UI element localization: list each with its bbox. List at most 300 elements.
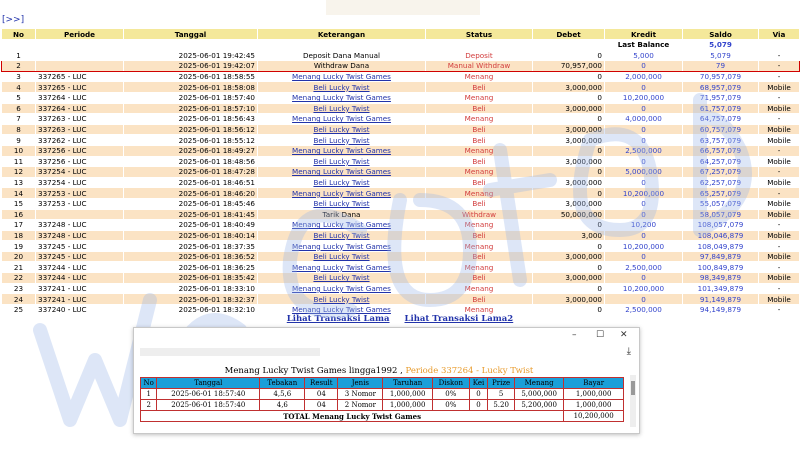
row-via: Mobile — [759, 209, 800, 220]
row-via: Mobile — [759, 273, 800, 284]
row-via: Mobile — [759, 124, 800, 135]
row-no: 6 — [2, 103, 36, 114]
column-header: Periode — [36, 29, 124, 40]
detail-cell: 4,6 — [260, 400, 305, 411]
row-no: 20 — [2, 251, 36, 262]
table-row — [2, 167, 800, 178]
row-kredit: 4,000,000 — [605, 114, 683, 125]
row-keterangan[interactable]: Menang Lucky Twist Games — [258, 241, 426, 252]
row-periode: 337264 - LUC — [36, 103, 124, 114]
row-debet: 0 — [533, 241, 605, 252]
row-no: 5 — [2, 92, 36, 103]
row-no: 1 — [2, 50, 36, 61]
total-value: 10,200,000 — [564, 411, 624, 422]
row-keterangan[interactable]: Menang Lucky Twist Games — [258, 145, 426, 156]
row-tanggal: 2025-06-01 19:42:45 — [124, 50, 258, 61]
row-status: Beli — [426, 273, 533, 284]
row-kredit: 5,000 — [605, 50, 683, 61]
minimize-icon[interactable]: – — [572, 330, 577, 340]
detail-row — [141, 389, 624, 400]
row-saldo: 67,257,079 — [683, 167, 759, 178]
detail-cell: 1 — [141, 389, 157, 400]
row-status: Menang — [426, 283, 533, 294]
row-no: 25 — [2, 304, 36, 315]
row-status: Beli — [426, 135, 533, 146]
row-kredit: 0 — [605, 273, 683, 284]
old-transactions-link-2[interactable]: Lihat Transaksi Lama2 — [404, 314, 514, 324]
row-via: Mobile — [759, 135, 800, 146]
detail-column-header: Jenis — [338, 378, 383, 389]
table-row — [2, 230, 800, 241]
row-periode: 337263 - LUC — [36, 114, 124, 125]
row-status: Beli — [426, 124, 533, 135]
detail-column-header: Result — [305, 378, 338, 389]
row-via: Mobile — [759, 177, 800, 188]
column-header: Status — [426, 29, 533, 40]
column-header: Tanggal — [124, 29, 258, 40]
row-saldo: 68,957,079 — [683, 82, 759, 93]
row-via: - — [759, 188, 800, 199]
row-status: Deposit — [426, 50, 533, 61]
column-header: Keterangan — [258, 29, 426, 40]
table-row — [2, 209, 800, 220]
row-periode: 337253 - LUC — [36, 198, 124, 209]
row-via: - — [759, 50, 800, 61]
row-saldo: 66,757,079 — [683, 145, 759, 156]
table-row — [2, 103, 800, 114]
row-via: Mobile — [759, 156, 800, 167]
row-no: 15 — [2, 198, 36, 209]
row-status: Menang — [426, 220, 533, 231]
row-status: Beli — [426, 82, 533, 93]
row-no: 8 — [2, 124, 36, 135]
row-debet: 0 — [533, 114, 605, 125]
row-status: Withdraw — [426, 209, 533, 220]
row-periode: 337241 - LUC — [36, 294, 124, 305]
row-periode: 337253 - LUC — [36, 188, 124, 199]
row-periode: 337245 - LUC — [36, 241, 124, 252]
table-row — [2, 82, 800, 93]
row-tanggal: 2025-06-01 18:36:52 — [124, 251, 258, 262]
row-debet: 3,000,000 — [533, 103, 605, 114]
popup-title-main: Menang Lucky Twist Games lingga1992 , — [224, 366, 403, 376]
row-kredit: 2,500,000 — [605, 145, 683, 156]
row-keterangan[interactable]: Beli Lucky Twist — [258, 198, 426, 209]
row-saldo: 101,349,879 — [683, 283, 759, 294]
row-kredit: 2,000,000 — [605, 71, 683, 82]
row-kredit: 10,200 — [605, 220, 683, 231]
row-no: 2 — [2, 61, 36, 72]
row-periode: 337265 - LUC — [36, 82, 124, 93]
next-page-link[interactable]: [>>] — [2, 15, 25, 25]
table-row — [2, 145, 800, 156]
row-debet: 3,000 — [533, 230, 605, 241]
row-debet: 0 — [533, 188, 605, 199]
row-tanggal: 2025-06-01 18:40:49 — [124, 220, 258, 231]
detail-cell: 0 — [469, 389, 487, 400]
row-kredit: 0 — [605, 198, 683, 209]
detail-column-header: Kei — [469, 378, 487, 389]
row-via: Mobile — [759, 230, 800, 241]
row-keterangan[interactable]: Menang Lucky Twist Games — [258, 283, 426, 294]
detail-cell: 1,000,000 — [383, 389, 432, 400]
row-no: 24 — [2, 294, 36, 305]
row-debet: 3,000,000 — [533, 294, 605, 305]
row-keterangan: Withdraw Dana — [258, 61, 426, 72]
row-kredit: 2,500,000 — [605, 262, 683, 273]
row-saldo: 94,149,879 — [683, 304, 759, 315]
row-no: 3 — [2, 71, 36, 82]
row-via: - — [759, 71, 800, 82]
row-tanggal: 2025-06-01 18:41:45 — [124, 209, 258, 220]
table-row — [2, 71, 800, 82]
detail-column-header: Prize — [488, 378, 515, 389]
row-status: Menang — [426, 188, 533, 199]
table-row — [2, 262, 800, 273]
table-row — [2, 188, 800, 199]
row-debet: 0 — [533, 71, 605, 82]
row-kredit: 2,500,000 — [605, 304, 683, 315]
row-status: Menang — [426, 241, 533, 252]
column-header: Via — [759, 29, 800, 40]
detail-cell: 04 — [305, 389, 338, 400]
row-tanggal: 2025-06-01 18:46:20 — [124, 188, 258, 199]
row-kredit: 10,200,000 — [605, 241, 683, 252]
row-saldo: 63,757,079 — [683, 135, 759, 146]
last-balance-label: Last Balance — [605, 40, 683, 51]
win-detail-table — [140, 377, 624, 422]
detail-cell: 0% — [432, 400, 469, 411]
row-periode: 337244 - LUC — [36, 262, 124, 273]
row-status: Menang — [426, 304, 533, 315]
detail-cell: 2 Nomor — [338, 400, 383, 411]
row-tanggal: 2025-06-01 18:57:40 — [124, 92, 258, 103]
detail-column-header: No — [141, 378, 157, 389]
column-header: Kredit — [605, 29, 683, 40]
popup-scrollbar[interactable] — [630, 375, 636, 427]
row-kredit: 0 — [605, 251, 683, 262]
row-tanggal: 2025-06-01 18:49:27 — [124, 145, 258, 156]
row-via: - — [759, 241, 800, 252]
row-keterangan[interactable]: Beli Lucky Twist — [258, 135, 426, 146]
row-saldo: 58,057,079 — [683, 209, 759, 220]
row-keterangan: Deposit Dana Manual — [258, 50, 426, 61]
row-saldo: 97,849,879 — [683, 251, 759, 262]
row-no: 9 — [2, 135, 36, 146]
row-via: Mobile — [759, 251, 800, 262]
row-kredit: 0 — [605, 61, 683, 72]
detail-header-row — [141, 378, 624, 389]
table-row — [2, 124, 800, 135]
row-periode: 337248 - LUC — [36, 230, 124, 241]
row-periode — [36, 61, 124, 72]
row-no: 18 — [2, 230, 36, 241]
table-row — [2, 114, 800, 125]
row-via: - — [759, 283, 800, 294]
row-status: Menang — [426, 92, 533, 103]
row-status: Beli — [426, 294, 533, 305]
row-periode: 337241 - LUC — [36, 283, 124, 294]
row-via: - — [759, 167, 800, 178]
popup-title-periode: Periode 337264 - Lucky Twist — [405, 366, 534, 376]
row-keterangan[interactable]: Beli Lucky Twist — [258, 251, 426, 262]
column-header: No — [2, 29, 36, 40]
row-via: Mobile — [759, 294, 800, 305]
detail-column-header: Diskon — [432, 378, 469, 389]
row-status: Beli — [426, 103, 533, 114]
row-keterangan[interactable]: Beli Lucky Twist — [258, 124, 426, 135]
last-balance-row — [2, 40, 800, 51]
row-periode: 337244 - LUC — [36, 273, 124, 284]
row-debet: 0 — [533, 145, 605, 156]
row-keterangan[interactable]: Menang Lucky Twist Games — [258, 188, 426, 199]
row-tanggal: 2025-06-01 18:46:51 — [124, 177, 258, 188]
row-saldo: 108,049,879 — [683, 241, 759, 252]
row-no: 11 — [2, 156, 36, 167]
row-kredit: 0 — [605, 156, 683, 167]
row-kredit: 10,200,000 — [605, 283, 683, 294]
scrollbar-thumb[interactable] — [631, 381, 635, 395]
close-icon[interactable]: ✕ — [620, 330, 628, 340]
table-header-row — [2, 29, 800, 40]
row-kredit: 0 — [605, 177, 683, 188]
detail-column-header: Menang — [514, 378, 563, 389]
row-kredit: 0 — [605, 209, 683, 220]
row-saldo: 64,757,079 — [683, 114, 759, 125]
top-header-box — [326, 0, 480, 15]
row-no: 10 — [2, 145, 36, 156]
row-no: 14 — [2, 188, 36, 199]
row-keterangan[interactable]: Beli Lucky Twist — [258, 156, 426, 167]
column-header: Debet — [533, 29, 605, 40]
row-keterangan[interactable]: Menang Lucky Twist Games — [258, 71, 426, 82]
row-saldo: 100,849,879 — [683, 262, 759, 273]
row-keterangan[interactable]: Menang Lucky Twist Games — [258, 262, 426, 273]
row-keterangan[interactable]: Beli Lucky Twist — [258, 294, 426, 305]
row-debet: 3,000,000 — [533, 135, 605, 146]
popup-address-bar — [140, 348, 320, 356]
row-keterangan[interactable]: Menang Lucky Twist Games — [258, 304, 426, 315]
row-saldo: 60,757,079 — [683, 124, 759, 135]
row-debet: 3,000,000 — [533, 198, 605, 209]
row-no: 13 — [2, 177, 36, 188]
row-kredit: 0 — [605, 135, 683, 146]
row-saldo: 79 — [683, 61, 759, 72]
row-kredit: 5,000,000 — [605, 167, 683, 178]
row-kredit: 0 — [605, 103, 683, 114]
row-tanggal: 2025-06-01 18:56:12 — [124, 124, 258, 135]
row-saldo: 108,046,879 — [683, 230, 759, 241]
row-debet: 0 — [533, 220, 605, 231]
row-saldo: 70,957,079 — [683, 71, 759, 82]
row-status: Beli — [426, 156, 533, 167]
row-periode: 337263 - LUC — [36, 124, 124, 135]
row-debet: 50,000,000 — [533, 209, 605, 220]
row-saldo: 5,079 — [683, 50, 759, 61]
row-periode: 337265 - LUC — [36, 71, 124, 82]
detail-cell: 2025-06-01 18:57:40 — [157, 400, 260, 411]
row-debet: 0 — [533, 92, 605, 103]
row-via: Mobile — [759, 103, 800, 114]
row-debet: 3,000,000 — [533, 177, 605, 188]
detail-cell: 3 Nomor — [338, 389, 383, 400]
row-debet: 3,000,000 — [533, 273, 605, 284]
row-saldo: 64,257,079 — [683, 156, 759, 167]
row-keterangan[interactable]: Beli Lucky Twist — [258, 230, 426, 241]
row-periode — [36, 209, 124, 220]
row-via: - — [759, 145, 800, 156]
row-debet: 0 — [533, 50, 605, 61]
row-via: Mobile — [759, 198, 800, 209]
row-periode: 337256 - LUC — [36, 145, 124, 156]
table-row — [2, 92, 800, 103]
row-keterangan[interactable]: Beli Lucky Twist — [258, 273, 426, 284]
row-keterangan[interactable]: Beli Lucky Twist — [258, 177, 426, 188]
row-status: Beli — [426, 198, 533, 209]
row-kredit: 0 — [605, 124, 683, 135]
row-no: 21 — [2, 262, 36, 273]
row-tanggal: 2025-06-01 18:40:14 — [124, 230, 258, 241]
detail-row — [141, 400, 624, 411]
row-kredit: 0 — [605, 294, 683, 305]
row-via: - — [759, 61, 800, 72]
row-tanggal: 2025-06-01 18:57:10 — [124, 103, 258, 114]
detail-cell: 5 — [488, 389, 515, 400]
row-tanggal: 2025-06-01 18:36:25 — [124, 262, 258, 273]
row-periode: 337256 - LUC — [36, 156, 124, 167]
row-saldo: 98,349,879 — [683, 273, 759, 284]
table-row — [2, 198, 800, 209]
row-saldo: 62,257,079 — [683, 177, 759, 188]
row-status: Manual Withdraw — [426, 61, 533, 72]
detail-cell: 0% — [432, 389, 469, 400]
row-keterangan: Tarik Dana — [258, 209, 426, 220]
detail-column-header: Tebakan — [260, 378, 305, 389]
row-tanggal: 2025-06-01 18:55:12 — [124, 135, 258, 146]
row-saldo: 108,057,079 — [683, 220, 759, 231]
row-tanggal: 2025-06-01 18:37:35 — [124, 241, 258, 252]
row-periode: 337240 - LUC — [36, 304, 124, 315]
row-tanggal: 2025-06-01 18:56:43 — [124, 114, 258, 125]
row-saldo: 91,149,879 — [683, 294, 759, 305]
row-debet: 3,000,000 — [533, 156, 605, 167]
row-keterangan[interactable]: Beli Lucky Twist — [258, 103, 426, 114]
row-tanggal: 2025-06-01 18:45:46 — [124, 198, 258, 209]
row-debet: 70,957,000 — [533, 61, 605, 72]
row-kredit: 10,200,000 — [605, 188, 683, 199]
row-kredit: 0 — [605, 82, 683, 93]
row-periode: 337264 - LUC — [36, 92, 124, 103]
row-via: - — [759, 304, 800, 315]
row-saldo: 61,757,079 — [683, 103, 759, 114]
table-row — [2, 241, 800, 252]
row-periode: 337245 - LUC — [36, 251, 124, 262]
row-status: Menang — [426, 262, 533, 273]
detail-column-header: Tanggal — [157, 378, 260, 389]
footer-links — [0, 314, 800, 324]
detail-total-row — [141, 411, 624, 422]
row-via: - — [759, 92, 800, 103]
row-no: 7 — [2, 114, 36, 125]
detail-cell: 2025-06-01 18:57:40 — [157, 389, 260, 400]
row-periode — [36, 50, 124, 61]
row-no: 23 — [2, 283, 36, 294]
row-via: - — [759, 262, 800, 273]
table-row — [2, 220, 800, 231]
row-saldo: 71,957,079 — [683, 92, 759, 103]
row-status: Beli — [426, 230, 533, 241]
row-keterangan[interactable]: Beli Lucky Twist — [258, 82, 426, 93]
row-tanggal: 2025-06-01 19:42:07 — [124, 61, 258, 72]
download-icon[interactable]: ⤓ — [626, 346, 631, 357]
row-tanggal: 2025-06-01 18:48:56 — [124, 156, 258, 167]
row-periode: 337254 - LUC — [36, 167, 124, 178]
table-row — [2, 273, 800, 284]
detail-cell: 1,000,000 — [564, 400, 624, 411]
row-saldo: 55,057,079 — [683, 198, 759, 209]
row-debet: 3,000,000 — [533, 124, 605, 135]
table-row — [2, 61, 800, 72]
row-via: - — [759, 114, 800, 125]
popup-title — [134, 366, 624, 376]
row-tanggal: 2025-06-01 18:32:10 — [124, 304, 258, 315]
maximize-icon[interactable]: ☐ — [596, 330, 605, 340]
row-periode: 337248 - LUC — [36, 220, 124, 231]
table-row — [2, 156, 800, 167]
detail-cell: 0 — [469, 400, 487, 411]
detail-column-header: Taruhan — [383, 378, 432, 389]
popup-titlebar — [134, 328, 639, 344]
row-tanggal: 2025-06-01 18:47:28 — [124, 167, 258, 178]
detail-column-header: Bayar — [564, 378, 624, 389]
table-row — [2, 177, 800, 188]
row-status: Beli — [426, 251, 533, 262]
table-row — [2, 294, 800, 305]
row-status: Menang — [426, 114, 533, 125]
total-label: TOTAL Menang Lucky Twist Games — [141, 411, 564, 422]
detail-cell: 2 — [141, 400, 157, 411]
detail-cell: 1,000,000 — [564, 389, 624, 400]
row-kredit: 10,200,000 — [605, 92, 683, 103]
row-debet: 3,000,000 — [533, 82, 605, 93]
row-no: 16 — [2, 209, 36, 220]
win-details-popup — [133, 327, 640, 434]
row-debet: 3,000,000 — [533, 251, 605, 262]
row-keterangan[interactable]: Menang Lucky Twist Games — [258, 167, 426, 178]
old-transactions-link[interactable]: Lihat Transaksi Lama — [286, 314, 390, 324]
row-status: Menang — [426, 145, 533, 156]
detail-cell: 5,000,000 — [514, 389, 563, 400]
detail-cell: 4,5,6 — [260, 389, 305, 400]
row-no: 22 — [2, 273, 36, 284]
table-row — [2, 251, 800, 262]
row-debet: 0 — [533, 262, 605, 273]
row-keterangan[interactable]: Menang Lucky Twist Games — [258, 92, 426, 103]
column-header: Saldo — [683, 29, 759, 40]
row-keterangan[interactable]: Menang Lucky Twist Games — [258, 220, 426, 231]
row-tanggal: 2025-06-01 18:58:08 — [124, 82, 258, 93]
detail-cell: 04 — [305, 400, 338, 411]
table-row — [2, 135, 800, 146]
row-via: Mobile — [759, 82, 800, 93]
row-debet: 0 — [533, 304, 605, 315]
table-row — [2, 283, 800, 294]
detail-cell: 5,200,000 — [514, 400, 563, 411]
row-status: Menang — [426, 167, 533, 178]
row-keterangan[interactable]: Menang Lucky Twist Games — [258, 114, 426, 125]
row-debet: 0 — [533, 167, 605, 178]
row-periode: 337254 - LUC — [36, 177, 124, 188]
